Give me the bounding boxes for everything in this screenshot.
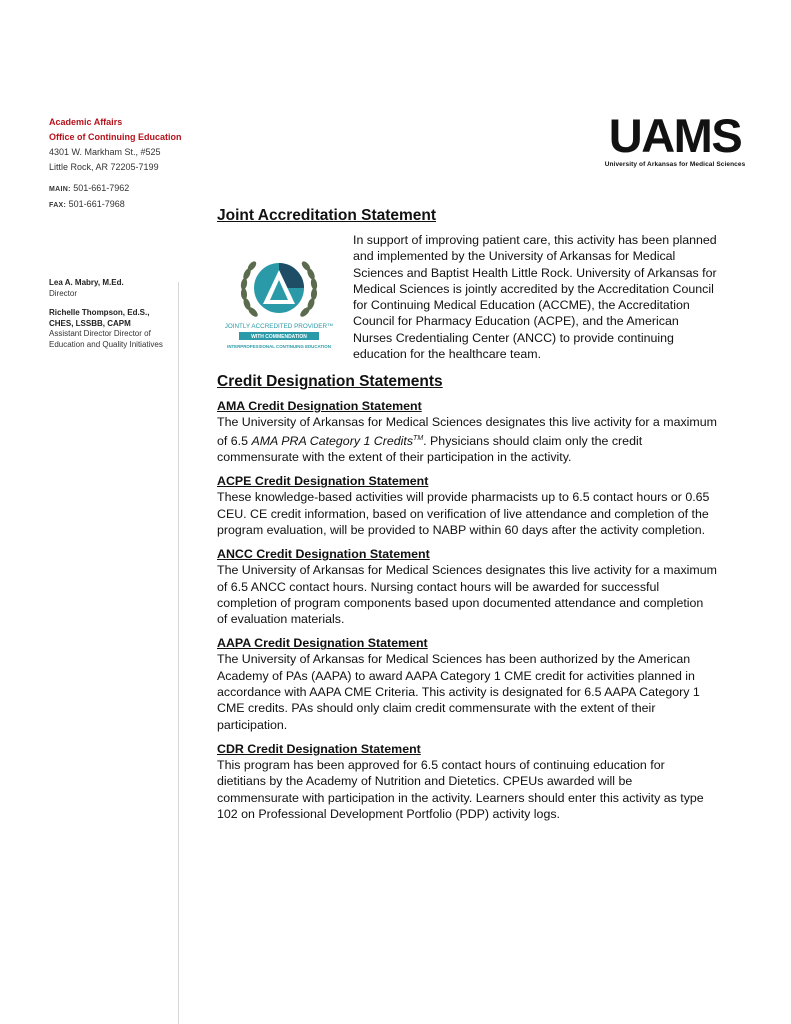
acpe-section <box>217 473 717 538</box>
logo-mark: UAMS <box>608 109 742 162</box>
aapa-heading: AAPA Credit Designation Statement <box>217 636 428 651</box>
ama-text-a: The University of Arkansas for Medical Sciences designates this live activity for a maximum of 6.5 <box>217 415 717 448</box>
laurel-emblem-icon <box>217 242 341 352</box>
cdr-heading: CDR Credit Designation Statement <box>217 741 421 756</box>
department-name: Academic Affairs <box>49 117 123 127</box>
margin-divider <box>178 282 179 1024</box>
staff-title: Assistant Director Director of Education and Quality Initiatives <box>49 329 163 349</box>
fax-phone: 501-661-7968 <box>68 199 125 209</box>
ama-text-b: . Physicians should claim only the credit commensurate with the extent of their participation in the activity. <box>217 433 643 465</box>
staff-member <box>49 308 174 350</box>
staff-name: Lea A. Mabry, M.Ed. <box>49 278 124 287</box>
ancc-section <box>217 546 717 627</box>
phone-block <box>49 181 182 213</box>
main-label: MAIN: <box>49 186 71 193</box>
staff-name: Richelle Thompson, Ed.S., CHES, LSSBB, CAPM <box>49 308 150 328</box>
staff-member <box>49 278 174 299</box>
aapa-text: The University of Arkansas for Medical Sciences has been authorized by the American Academy of PAs (AAPA) to award AAPA Category 1 CME credit for activities planned in accordance with AAPA CME Criteria. This activity is designated for 6.5 AAPA Category 1 CME credits. PAs should only claim credit commensurate with the extent of their participation. <box>217 652 700 732</box>
acpe-heading: ACPE Credit Designation Statement <box>217 474 429 489</box>
address-line-2: Little Rock, AR 72205-7199 <box>49 162 159 172</box>
main-phone: 501-661-7962 <box>73 183 130 193</box>
ancc-heading: ANCC Credit Designation Statement <box>217 547 430 562</box>
badge-line-2: WITH COMMENDATION <box>251 334 307 341</box>
cdr-text: This program has been approved for 6.5 contact hours of continuing education for dietitians by the Academy of Nutrition and Dietetics. CPEUs awarded will be commensurate with participation in the activity. Learners should enter this activity as type 102 on Professional Development Portfolio (PDP) activity logs. <box>217 757 704 821</box>
staff-list <box>49 278 174 359</box>
ama-trademark: TM <box>413 434 424 442</box>
badge-line-1: JOINTLY ACCREDITED PROVIDER™ <box>224 323 334 330</box>
ancc-text: The University of Arkansas for Medical Sciences designates this live activity for a maximum of 6.5 ANCC contact hours. Nursing contact hours will be awarded for successful completion of program components based upon documented attendance and completion of evaluation materials. <box>217 563 717 627</box>
office-name: Office of Continuing Education <box>49 132 182 142</box>
ama-text <box>217 414 717 465</box>
fax-label: FAX: <box>49 202 67 209</box>
cdr-section <box>217 741 717 822</box>
letterhead <box>49 115 182 213</box>
acpe-text: These knowledge-based activities will provide pharmacists up to 6.5 contact hours or 0.65 CEU. CE credit information, based on verification of live attendance and completion of the program evaluation, will be provided to NABP within 60 days after the activity completion. <box>217 490 710 537</box>
credit-designation-heading: Credit Designation Statements <box>217 373 443 391</box>
logo-subtitle: University of Arkansas for Medical Sciences <box>604 161 746 168</box>
address-line-1: 4301 W. Markham St., #525 <box>49 147 161 157</box>
joint-accreditation-badge <box>217 242 341 352</box>
document-body <box>217 206 717 830</box>
joint-accreditation-heading: Joint Accreditation Statement <box>217 207 437 224</box>
uams-logo <box>600 109 750 168</box>
badge-line-3: INTERPROFESSIONAL CONTINUING EDUCATION <box>227 344 331 349</box>
ama-credit-name: AMA PRA Category 1 Credits <box>251 433 414 448</box>
aapa-section <box>217 635 717 732</box>
joint-accreditation-text: In support of improving patient care, this activity has been planned and implemented by the University of Arkansas for Medical Sciences and Baptist Health Little Rock. University of Arkansas for Medical Sciences is jointly accredited by the Accreditation Council for Continuing Medical Education (ACCME), the Accreditation Council for Pharmacy Education (ACPE), and the American Nurses Credentialing Center (ANCC) to provide continuing education for the healthcare team. <box>353 233 717 362</box>
ama-heading: AMA Credit Designation Statement <box>217 399 422 414</box>
staff-title: Director <box>49 288 78 298</box>
ama-section <box>217 398 717 465</box>
